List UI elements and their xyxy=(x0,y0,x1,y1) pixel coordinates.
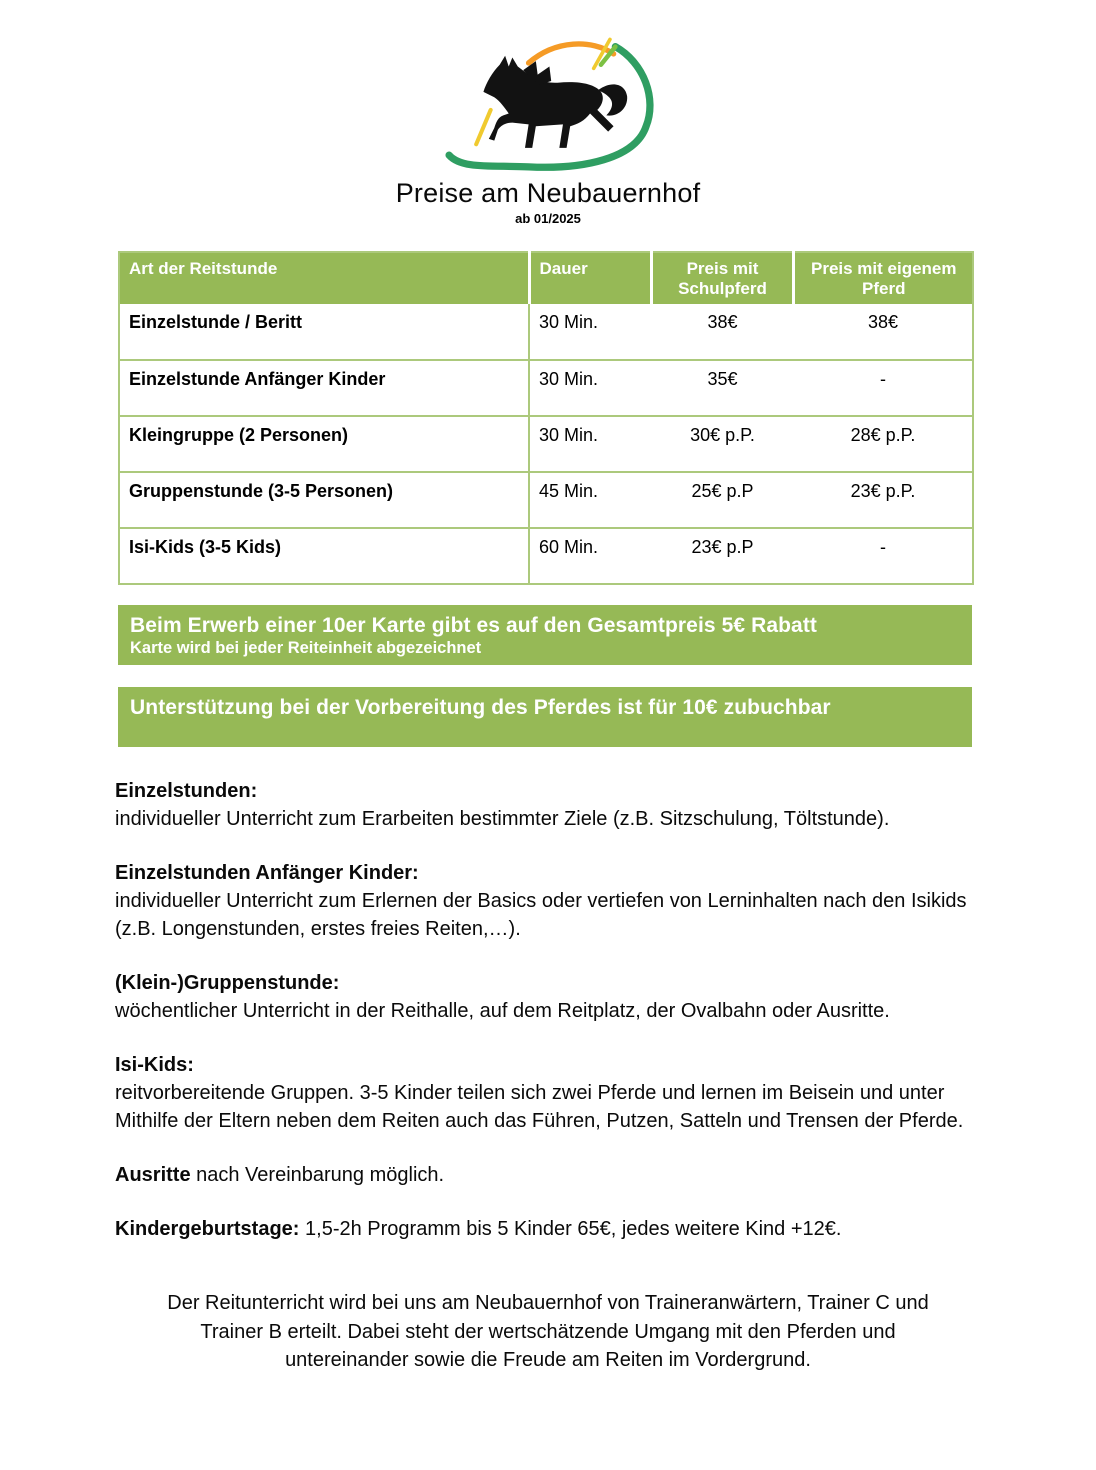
description-sections xyxy=(115,777,981,1375)
section-heading: Einzelstunden Anfänger Kinder: xyxy=(115,862,419,884)
price-own-horse: - xyxy=(793,360,973,416)
lesson-name: Gruppenstunde (3-5 Personen) xyxy=(119,472,529,528)
section-isi-kids xyxy=(115,1051,981,1135)
support-banner xyxy=(118,687,972,747)
table-row xyxy=(119,472,973,528)
section-einzelstunden xyxy=(115,777,981,833)
lesson-duration: 30 Min. xyxy=(529,360,651,416)
footer-line: Der Reitunterricht wird bei uns am Neubauernhof von Traineranwärtern, Trainer C und xyxy=(167,1292,929,1314)
price-school-horse: 25€ p.P xyxy=(651,472,793,528)
price-school-horse: 30€ p.P. xyxy=(651,416,793,472)
logo-area xyxy=(0,0,1096,178)
section-text: individueller Unterricht zum Erarbeiten bestimmter Ziele (z.B. Sitzschulung, Töltstunde). xyxy=(115,808,890,830)
price-own-horse: - xyxy=(880,537,886,557)
section-einzelstunden-anfaenger xyxy=(115,859,981,943)
col-header-lesson-type: Art der Reitstunde xyxy=(119,252,529,304)
lesson-duration: 30 Min. xyxy=(529,304,651,360)
table-row xyxy=(119,416,973,472)
section-heading: Einzelstunden: xyxy=(115,780,258,802)
section-gruppenstunde xyxy=(115,969,981,1025)
discount-banner-line2: Karte wird bei jeder Reiteinheit abgezeichnet xyxy=(130,639,482,657)
price-own-horse: 38€ xyxy=(793,304,973,360)
lesson-duration: 60 Min. xyxy=(539,537,599,557)
note-label: Kindergeburtstage: xyxy=(115,1218,300,1240)
col-header-own-horse: Preis mit eigenem Pferd xyxy=(793,252,973,304)
note-text: nach Vereinbarung möglich. xyxy=(190,1164,445,1186)
price-school-horse: 38€ xyxy=(651,304,793,360)
footer-paragraph xyxy=(115,1289,981,1375)
lesson-name: Kleingruppe (2 Personen) xyxy=(119,416,529,472)
col-header-duration: Dauer xyxy=(529,252,651,304)
table-row xyxy=(119,304,973,360)
footer-line: untereinander sowie die Freude am Reiten im Vordergrund. xyxy=(285,1349,811,1371)
pricing-table-wrap xyxy=(118,251,978,585)
price-own-horse: 23€ p.P. xyxy=(793,472,973,528)
section-text: individueller Unterricht zum Erlernen der Basics oder vertiefen von Lerninhalten nach den Isikids (z.B. Longenstunden, erstes freies Reiten,…). xyxy=(115,890,967,940)
note-label: Ausritte xyxy=(115,1164,191,1186)
price-school-horse: 35€ xyxy=(651,360,793,416)
col-header-school-horse: Preis mit Schulpferd xyxy=(651,252,793,304)
page-subtitle: ab 01/2025 xyxy=(515,211,581,226)
lesson-name: Einzelstunde / Beritt xyxy=(119,304,529,360)
page-title: Preise am Neubauernhof xyxy=(395,178,701,208)
discount-banner xyxy=(118,605,972,665)
lesson-name: Isi-Kids (3-5 Kids) xyxy=(119,528,529,584)
table-header-row xyxy=(119,252,973,304)
note-ausritte xyxy=(115,1161,981,1189)
yellow-ray-icon xyxy=(476,110,490,144)
note-text: 1,5-2h Programm bis 5 Kinder 65€, jedes weitere Kind +12€. xyxy=(299,1218,842,1240)
section-text: wöchentlicher Unterricht in der Reithalle, auf dem Reitplatz, der Ovalbahn oder Ausritte. xyxy=(115,1000,890,1022)
price-own-horse: 28€ p.P. xyxy=(793,416,973,472)
horse-silhouette-icon xyxy=(483,56,627,148)
section-heading: (Klein-)Gruppenstunde: xyxy=(115,972,340,994)
section-text: reitvorbereitende Gruppen. 3-5 Kinder teilen sich zwei Pferde und lernen im Beisein und unter Mithilfe der Eltern neben dem Reiten auch das Führen, Putzen, Satteln und Trensen der Pferde. xyxy=(115,1082,964,1132)
support-banner-line1: Unterstützung bei der Vorbereitung des Pferdes ist für 10€ zubuchbar xyxy=(130,696,831,719)
horse-farm-logo-icon xyxy=(431,32,666,177)
table-row xyxy=(119,528,973,584)
table-row xyxy=(119,360,973,416)
lesson-duration: 30 Min. xyxy=(529,416,651,472)
price-school-horse: 23€ p.P xyxy=(691,537,754,557)
lesson-name: Einzelstunde Anfänger Kinder xyxy=(119,360,529,416)
note-kindergeburtstage xyxy=(115,1215,981,1243)
footer-line: Trainer B erteilt. Dabei steht der wertschätzende Umgang mit den Pferden und xyxy=(200,1320,896,1343)
discount-banner-line1: Beim Erwerb einer 10er Karte gibt es auf den Gesamtpreis 5€ Rabatt xyxy=(130,614,818,637)
lesson-duration: 45 Min. xyxy=(529,472,651,528)
section-heading: Isi-Kids: xyxy=(115,1054,194,1076)
pricing-table xyxy=(118,251,974,585)
